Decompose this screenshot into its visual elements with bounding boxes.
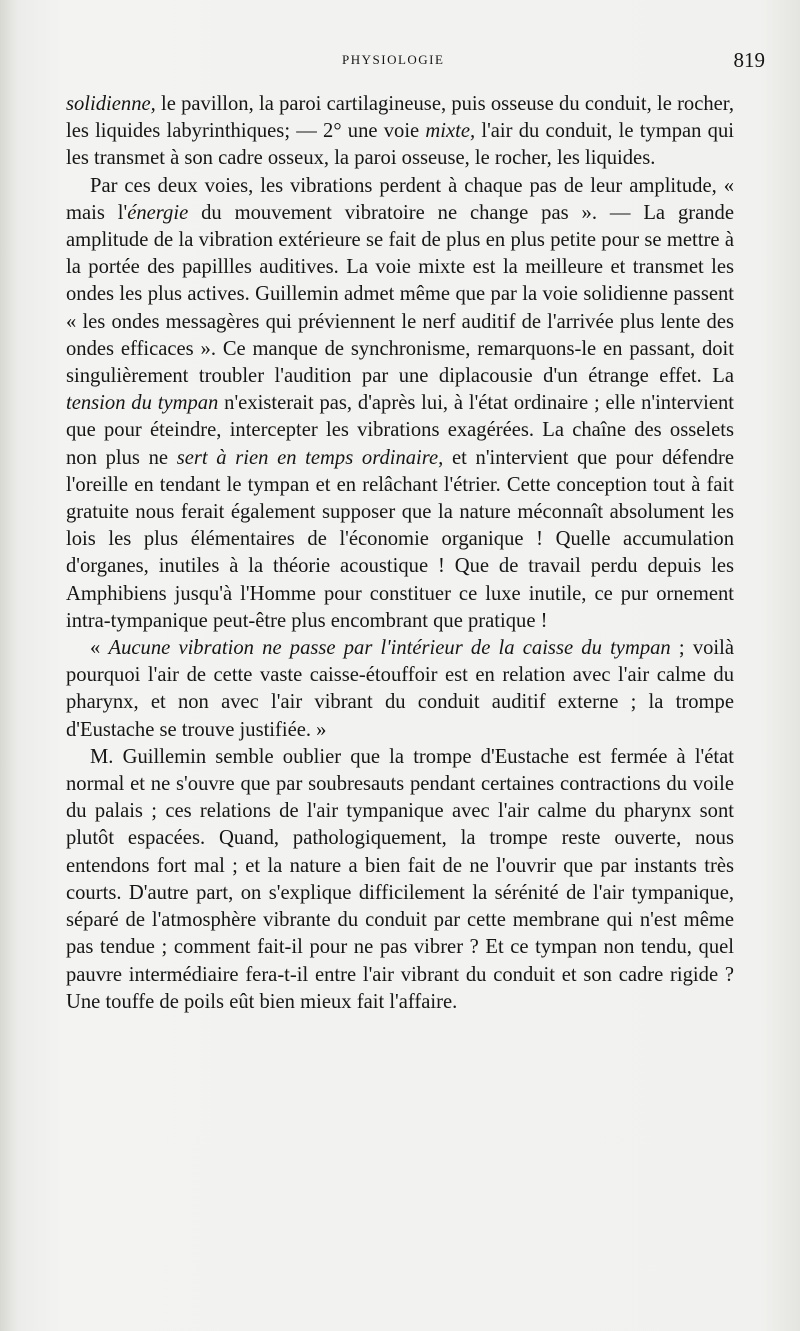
italic-text: solidienne, — [66, 93, 156, 115]
text-run: M. Guillemin semble oublier que la trompe d'Eustache est fermée à l'état normal et ne s'ouvre que par soubresauts pendant certaines contractions du voile du palais ; ces relations de l'air tympanique avec l'air calme du pharynx sont plutôt espacées. Quand, pathologiquement, la trompe reste ouverte, nous entendons fort mal ; et la nature a bien fait de ne l'ouvrir que par instants très courts. D'autre part, on s'explique difficilement la sérénité de l'air tympanique, séparé de l'atmosphère vibrante du conduit par cette membrane qui n'est même pas tendue ; comment fait-il pour ne pas vibrer ? Et ce tympan non tendu, quel pauvre intermédiaire fera-t-il entre l'air vibrant du conduit et son cadre rigide ? Une touffe de poils eût bien mieux fait l'affaire. — [66, 745, 734, 1013]
page-number: 819 — [733, 48, 765, 72]
text-run: et n'intervient que pour défendre l'oreille en tendant le tympan et en relâchant l'étrier. Cette conception tout à fait gratuite nous ferait également supposer que la nature méconnaît absolument les lois les plus élémentaires de l'économie organique ! Quelle accumulation d'organes, inutiles à la théorie acoustique ! Que de travail perdu depuis les Amphibiens jusqu'à l'Homme pour constituer ce luxe inutile, ce pur ornement intra-tympanique peut-être plus encombrant que pratique ! — [66, 446, 734, 632]
paragraph — [66, 91, 734, 173]
italic-text: énergie — [127, 201, 189, 224]
paragraph — [66, 173, 734, 635]
paragraph — [66, 635, 734, 744]
running-head: PHYSIOLOGIE — [342, 52, 445, 67]
text-run: l'air du conduit, le tympan qui les transmet à son cadre osseux, la paroi osseuse, le rocher, les liquides. — [66, 120, 734, 170]
text-run: « — [90, 637, 109, 660]
italic-text: tension du tympan — [66, 392, 219, 415]
paragraph — [66, 744, 734, 1016]
italic-text: mixte, — [425, 120, 476, 143]
text-run: ; voilà pourquoi l'air de cette vaste caisse-étouffoir est en relation avec l'air calme du pharynx, et non avec l'air vibrant du conduit auditif externe ; la trompe d'Eustache se trouve justifiée. » — [66, 637, 735, 741]
text-run: n'existerait pas, d'après lui, à l'état ordinaire ; elle n'intervient que pour éteindre, intercepter les vibrations exagérées. La chaîne des osselets non plus ne — [66, 392, 734, 469]
italic-text: Aucune vibration ne passe par l'intérieur de la caisse du tympan — [108, 637, 671, 660]
body-text — [66, 91, 734, 1016]
text-run: du mouvement vibratoire ne change pas ». — La grande amplitude de la vibration extérieure se fait de plus en plus petite pour se mettre à la portée des papillles auditives. La voie mixte est la meilleure et transmet les ondes les plus actives. Guillemin admet même que par la voie solidienne passent « les ondes messagères qui préviennent le nerf auditif de l'arrivée plus lente des ondes efficaces ». Ce manque de synchronisme, remarquons-le en passant, doit singulièrement troubler l'audition par une diplacousie d'un étrange effet. La — [66, 201, 734, 388]
italic-text: sert à rien en temps ordinaire, — [176, 446, 444, 469]
text-run: le pavillon, la paroi cartilagineuse, puis osseuse du conduit, le rocher, les liquides labyrinthiques; — 2° une voie — [66, 93, 734, 143]
text-run: Par ces deux voies, les vibrations perdent à chaque pas de leur amplitude, « mais l' — [66, 174, 734, 224]
page-header — [0, 50, 800, 74]
